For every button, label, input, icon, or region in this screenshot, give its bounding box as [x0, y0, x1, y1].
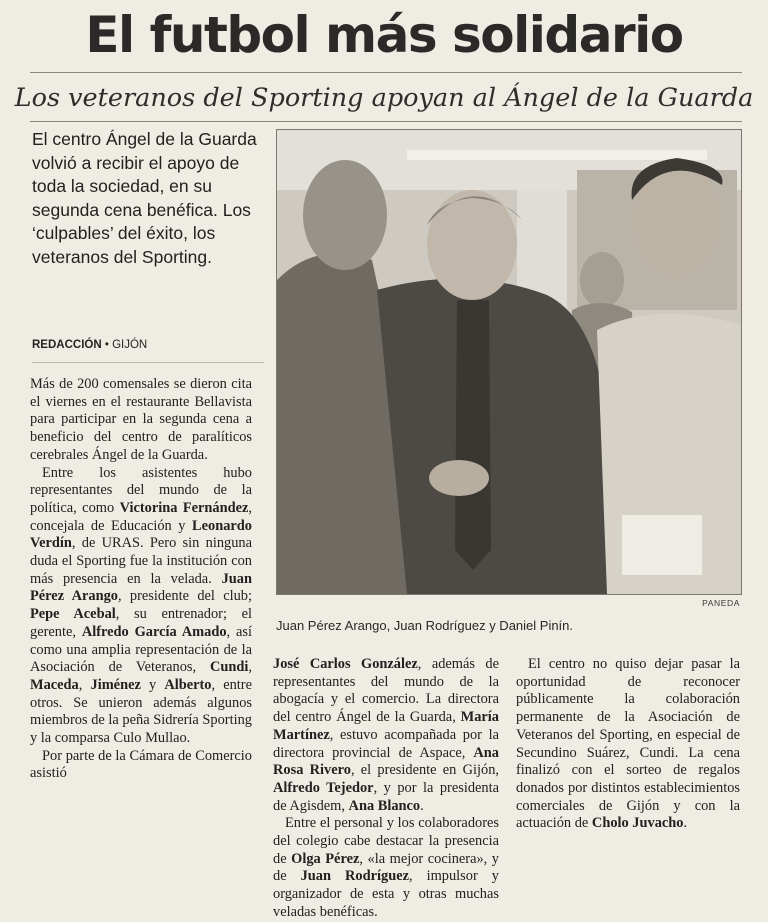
body-text: El centro no quiso dejar pasar la oportunidad de reconocer públicamente la colaboración permanente de la Asociación de Veteranos del Sporting, en especial de Secundino Suárez, Cundi. La cena finalizó con el sorteo de regalos donados por distintos establecimientos comerciales de Gijón y con la actuación de	[516, 656, 740, 832]
body-text: , de URAS. Pero sin ninguna duda el Sporting fue la institución con más presencia en la velada.	[30, 535, 252, 587]
body-text: , entre otros. Se unieron además algunos miembros de la peña Sidrería Sporting y la comparsa Culo Mullao.	[30, 676, 252, 747]
body-bold-name: Cundi	[209, 659, 249, 676]
body-bold-name: Alfredo Tejedor	[273, 779, 374, 796]
body-column-2	[273, 656, 499, 922]
body-text: Entre el personal y los colaboradores del colegio cabe destacar la presencia de	[273, 815, 499, 867]
body-paragraph	[273, 656, 499, 815]
photo-credit: PANEDA	[702, 598, 740, 608]
body-bold-name: Juan Pérez Arango	[30, 570, 252, 605]
body-text: , estuvo acompañada por la directora provincial de Aspace,	[273, 726, 499, 761]
body-column-1	[30, 376, 252, 783]
body-bold-name: Olga Pérez	[291, 850, 360, 867]
body-bold-name: Cholo Juvacho	[591, 815, 684, 832]
body-paragraph	[30, 465, 252, 748]
body-bold-name: Ana Blanco	[348, 797, 421, 814]
body-bold-name: Alberto	[164, 676, 212, 693]
body-bold-name: Jiménez	[90, 676, 141, 693]
article-photo	[276, 129, 742, 595]
body-text: , el presidente en Gijón,	[350, 762, 499, 779]
subheadline-rule	[30, 121, 742, 122]
body-column-3	[516, 656, 740, 833]
body-paragraph	[273, 815, 499, 921]
lead-text: El centro Ángel de la Guarda volvió a recibir el apoyo de toda la sociedad, en su segunda cena benéfica. Los ‘culpables’ del éxito, los veteranos del Sporting.	[32, 129, 257, 267]
body-text: .	[683, 815, 688, 832]
body-text: , así como una amplia representación de la Asociación de Veteranos,	[30, 623, 252, 676]
body-bold-name: Maceda	[30, 676, 79, 693]
body-bold-name: José Carlos González	[273, 656, 418, 672]
body-bold-name: Victorina Fernández	[119, 499, 249, 516]
subheadline: Los veteranos del Sporting apoyan al Ángel de la Guarda	[14, 83, 754, 113]
lead-paragraph	[32, 128, 264, 269]
body-bold-name: Alfredo García Amado	[81, 623, 227, 640]
byline-agency: REDACCIÓN	[32, 339, 102, 351]
body-text: ,	[78, 676, 91, 693]
body-text: Entre los asistentes hubo representantes del mundo de la política, como	[30, 464, 252, 516]
body-text: , impulsor y organizador de esta y otras muchas veladas benéficas.	[273, 868, 499, 920]
body-text: .	[420, 797, 424, 814]
body-paragraph	[516, 656, 740, 833]
headline: El futbol más solidario	[85, 6, 683, 64]
body-text: , «la mejor cocinera», y de	[273, 850, 500, 885]
body-text: y	[140, 676, 165, 693]
body-text: ,	[248, 659, 252, 676]
body-bold-name: Leonardo Verdín	[30, 517, 252, 552]
byline-separator: •	[104, 339, 109, 351]
body-text: , su entrenador; el gerente,	[30, 606, 252, 640]
body-paragraph	[30, 376, 252, 465]
body-bold-name: Juan Rodríguez	[300, 868, 409, 885]
byline	[32, 339, 264, 351]
body-text: , y por la presidenta de Agisdem,	[273, 779, 500, 814]
headline-rule	[30, 72, 742, 73]
body-text: , concejala de Educación y	[30, 499, 252, 534]
body-bold-name: Pepe Acebal	[30, 606, 116, 623]
body-bold-name: Ana Rosa Rivero	[273, 744, 499, 779]
body-text: , además de representantes del mundo de la abogacía y el comercio. La directora del centro Ángel de la Guarda,	[273, 656, 499, 726]
body-text: Más de 200 comensales se dieron cita el viernes en el restaurante Bellavista para participar en la segunda cena a beneficio del centro de paralíticos cerebrales Ángel de la Guarda.	[30, 376, 252, 463]
body-bold-name: María Martínez	[273, 709, 499, 743]
body-text: Por parte de la Cámara de Comercio asistió	[30, 747, 252, 782]
byline-rule	[32, 362, 264, 363]
byline-location: GIJÓN	[112, 339, 148, 351]
body-paragraph	[30, 748, 252, 783]
photo-caption: Juan Pérez Arango, Juan Rodríguez y Daniel Pinín.	[276, 618, 574, 633]
photo-illustration	[277, 130, 741, 594]
body-text: , presidente del club;	[117, 588, 252, 605]
